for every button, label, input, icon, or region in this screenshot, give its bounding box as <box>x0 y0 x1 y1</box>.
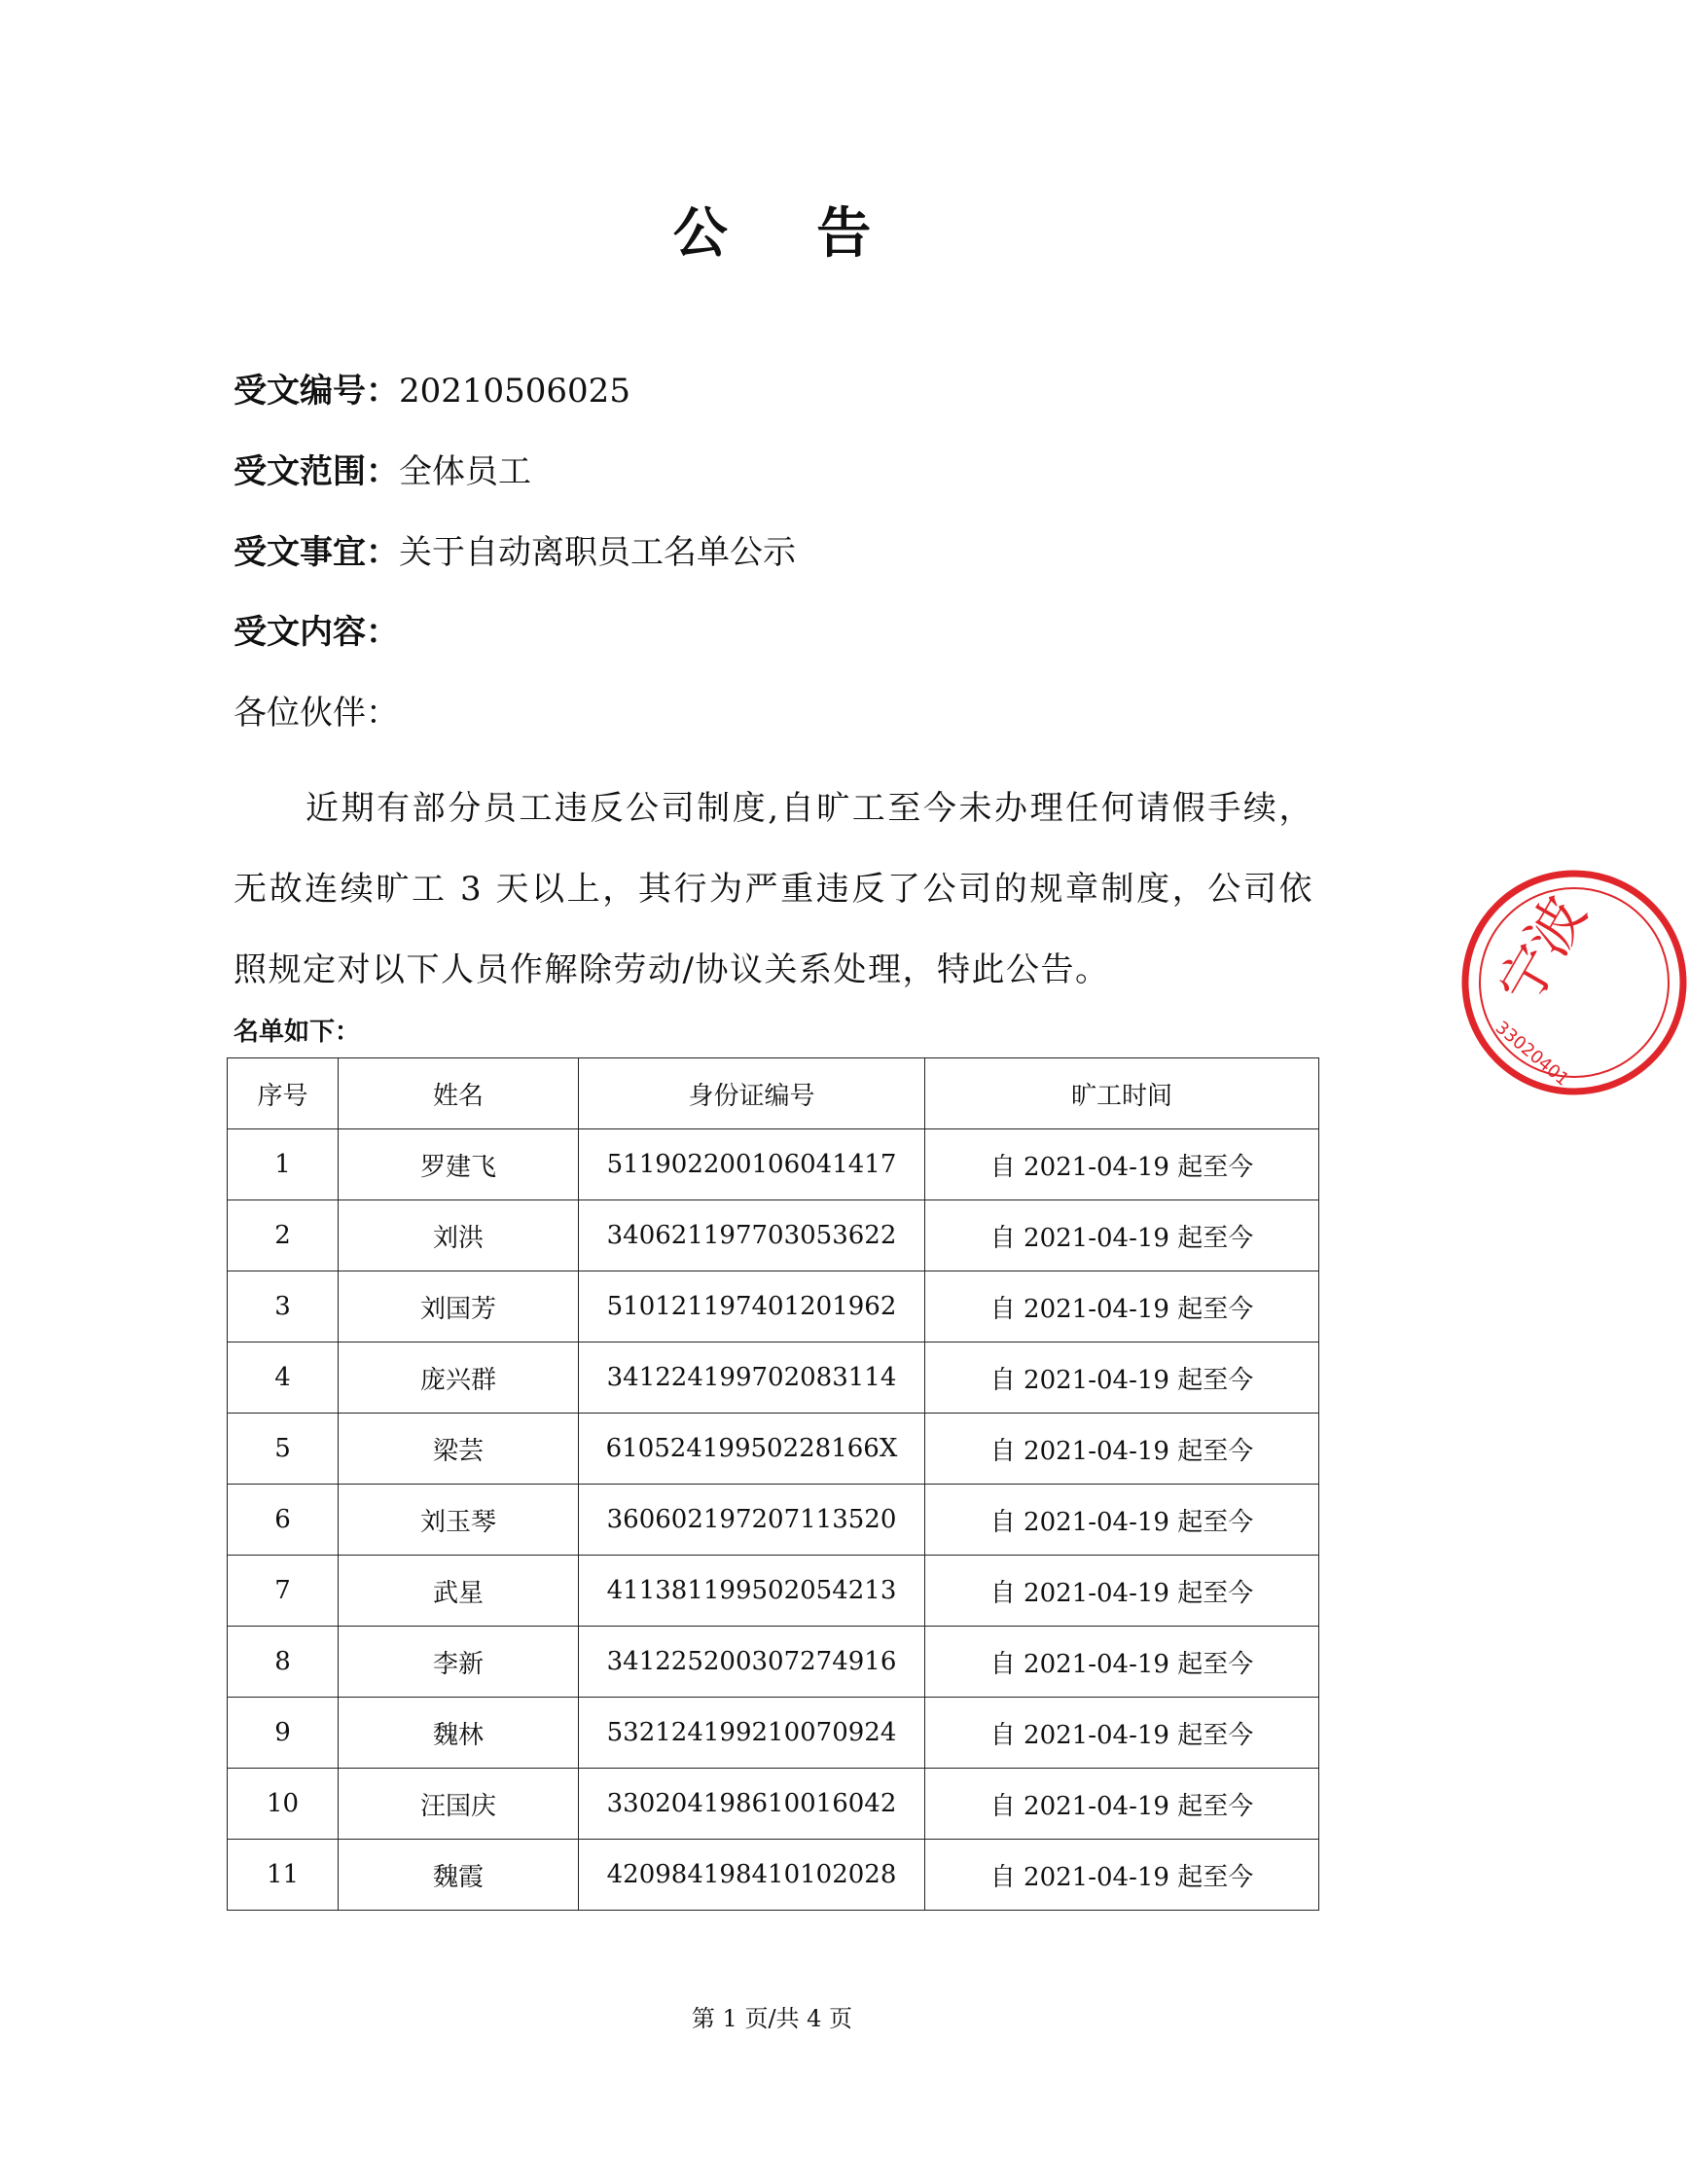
table-row <box>228 1698 1319 1769</box>
roster-table <box>227 1057 1319 1911</box>
cell-absence-time: 自 2021-04-19 起至今 <box>925 1343 1319 1414</box>
cell-id-number: 330204198610016042 <box>579 1769 925 1840</box>
cell-index: 1 <box>228 1129 339 1200</box>
cell-index: 11 <box>228 1840 339 1911</box>
cell-name: 汪国庆 <box>339 1769 579 1840</box>
header-index: 序号 <box>228 1058 339 1129</box>
document-title: 公 告 <box>672 202 907 266</box>
table-row <box>228 1200 1319 1271</box>
table-body <box>228 1129 1319 1911</box>
greeting: 各位伙伴： <box>234 694 399 733</box>
cell-id-number: 411381199502054213 <box>579 1556 925 1627</box>
table-row <box>228 1271 1319 1343</box>
field-scope-label: 受文范围： <box>234 452 399 491</box>
company-seal-icon <box>1455 835 1689 1136</box>
field-scope <box>234 450 531 493</box>
cell-id-number: 510121197401201962 <box>579 1271 925 1343</box>
header-name: 姓名 <box>339 1058 579 1129</box>
field-number-value: 20210506025 <box>399 372 630 411</box>
cell-absence-time: 自 2021-04-19 起至今 <box>925 1769 1319 1840</box>
field-subject-value: 关于自动离职员工名单公示 <box>399 533 796 572</box>
cell-absence-time: 自 2021-04-19 起至今 <box>925 1840 1319 1911</box>
seal-text: 宁波 <box>1485 884 1599 1016</box>
field-number <box>234 370 630 412</box>
field-number-label: 受文编号： <box>234 372 399 411</box>
cell-name: 魏林 <box>339 1698 579 1769</box>
cell-index: 5 <box>228 1414 339 1485</box>
field-scope-value: 全体员工 <box>399 452 531 491</box>
cell-absence-time: 自 2021-04-19 起至今 <box>925 1414 1319 1485</box>
table-row <box>228 1769 1319 1840</box>
list-heading: 名单如下： <box>234 1018 361 1047</box>
header-absence-time: 旷工时间 <box>925 1058 1319 1129</box>
cell-name: 刘国芳 <box>339 1271 579 1343</box>
table-row <box>228 1485 1319 1556</box>
header-id-number: 身份证编号 <box>579 1058 925 1129</box>
field-content-label: 受文内容： <box>234 613 399 652</box>
table-row <box>228 1129 1319 1200</box>
field-subject-label: 受文事宜： <box>234 533 399 572</box>
cell-id-number: 61052419950228166X <box>579 1414 925 1485</box>
cell-index: 10 <box>228 1769 339 1840</box>
cell-id-number: 340621197703053622 <box>579 1200 925 1271</box>
cell-index: 3 <box>228 1271 339 1343</box>
seal-number: 33020401 <box>1491 1017 1573 1091</box>
cell-name: 魏霞 <box>339 1840 579 1911</box>
cell-index: 9 <box>228 1698 339 1769</box>
cell-absence-time: 自 2021-04-19 起至今 <box>925 1200 1319 1271</box>
cell-name: 武星 <box>339 1556 579 1627</box>
cell-absence-time: 自 2021-04-19 起至今 <box>925 1271 1319 1343</box>
cell-id-number: 341225200307274916 <box>579 1627 925 1698</box>
table-row <box>228 1840 1319 1911</box>
cell-index: 4 <box>228 1343 339 1414</box>
cell-name: 刘玉琴 <box>339 1485 579 1556</box>
field-content <box>234 611 399 654</box>
field-subject <box>234 531 796 574</box>
cell-index: 6 <box>228 1485 339 1556</box>
cell-index: 2 <box>228 1200 339 1271</box>
page-footer: 第 1 页/共 4 页 <box>691 2005 853 2032</box>
table-row <box>228 1556 1319 1627</box>
table-row <box>228 1627 1319 1698</box>
cell-id-number: 511902200106041417 <box>579 1129 925 1200</box>
cell-id-number: 360602197207113520 <box>579 1485 925 1556</box>
cell-index: 8 <box>228 1627 339 1698</box>
body-paragraph: 近期有部分员工违反公司制度,自旷工至今未办理任何请假手续，无故连续旷工 3 天以上，其行为严重违反了公司的规章制度，公司依照规定对以下人员作解除劳动/协议关系处理，特此公告。 <box>234 789 1313 989</box>
cell-absence-time: 自 2021-04-19 起至今 <box>925 1627 1319 1698</box>
cell-absence-time: 自 2021-04-19 起至今 <box>925 1698 1319 1769</box>
cell-name: 庞兴群 <box>339 1343 579 1414</box>
cell-name: 刘洪 <box>339 1200 579 1271</box>
cell-id-number: 341224199702083114 <box>579 1343 925 1414</box>
cell-id-number: 420984198410102028 <box>579 1840 925 1911</box>
table-row <box>228 1414 1319 1485</box>
cell-absence-time: 自 2021-04-19 起至今 <box>925 1556 1319 1627</box>
cell-index: 7 <box>228 1556 339 1627</box>
cell-absence-time: 自 2021-04-19 起至今 <box>925 1129 1319 1200</box>
cell-name: 罗建飞 <box>339 1129 579 1200</box>
cell-name: 梁芸 <box>339 1414 579 1485</box>
table-row <box>228 1343 1319 1414</box>
table-header-row <box>228 1058 1319 1129</box>
cell-id-number: 532124199210070924 <box>579 1698 925 1769</box>
cell-name: 李新 <box>339 1627 579 1698</box>
cell-absence-time: 自 2021-04-19 起至今 <box>925 1485 1319 1556</box>
